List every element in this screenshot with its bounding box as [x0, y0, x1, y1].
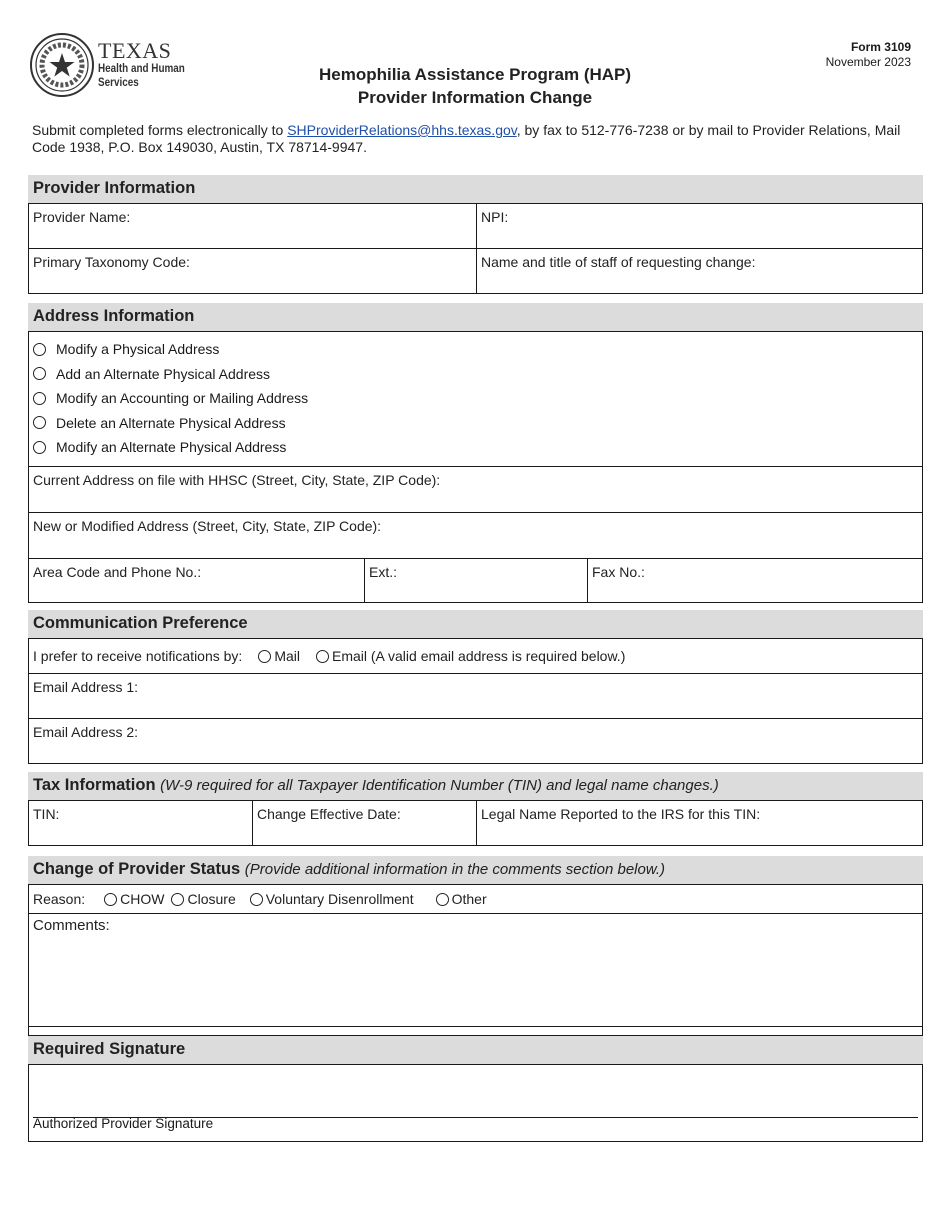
form-date: November 2023	[825, 55, 911, 69]
option-label: Email (A valid email address is required below.)	[332, 648, 626, 664]
field-label: Email Address 2:	[33, 724, 139, 740]
section-heading: Required Signature	[28, 1036, 923, 1064]
field-label: Fax No.:	[592, 564, 645, 580]
current-address-field[interactable]	[29, 467, 922, 512]
notification-preference	[29, 643, 922, 669]
heading-title: Change of Provider Status	[33, 860, 241, 878]
address-options	[29, 332, 922, 466]
field-label: Name and title of staff of requesting change:	[481, 254, 756, 270]
reason-label: Reason:	[33, 891, 86, 907]
option-label: Mail	[274, 648, 300, 664]
option-modify-physical[interactable]	[29, 337, 922, 362]
voluntary-disenrollment-option[interactable]	[250, 891, 414, 907]
provider-fields	[28, 203, 923, 294]
option-label: CHOW	[120, 891, 165, 907]
radio-button[interactable]	[258, 650, 271, 663]
section-heading: Communication Preference	[28, 610, 923, 638]
legal-name-field[interactable]	[476, 801, 922, 845]
radio-button[interactable]	[33, 416, 46, 429]
radio-button[interactable]	[33, 392, 46, 405]
field-label: New or Modified Address (Street, City, State, ZIP Code):	[33, 518, 382, 534]
effective-date-field[interactable]	[252, 801, 476, 845]
field-label: Email Address 1:	[33, 679, 139, 695]
field-label: Ext.:	[369, 564, 398, 580]
option-label: Closure	[187, 891, 236, 907]
option-label: Delete an Alternate Physical Address	[56, 414, 286, 431]
communication-preference-section	[28, 610, 923, 764]
signature-label: Authorized Provider Signature	[33, 1116, 214, 1131]
field-label: Provider Name:	[33, 209, 131, 225]
option-modify-mailing[interactable]	[29, 386, 922, 411]
radio-button[interactable]	[436, 893, 449, 906]
email-link[interactable]: SHProviderRelations@hhs.texas.gov	[287, 122, 517, 138]
staff-name-field[interactable]	[476, 249, 922, 293]
email-option[interactable]	[316, 648, 625, 664]
provider-information-section	[28, 175, 923, 294]
section-heading	[28, 772, 923, 800]
email-address-1-field[interactable]	[29, 674, 922, 718]
signature-section	[28, 1036, 923, 1142]
option-label: Voluntary Disenrollment	[265, 891, 414, 907]
npi-field[interactable]	[476, 204, 922, 248]
radio-button[interactable]	[33, 441, 46, 454]
extension-field[interactable]	[364, 559, 587, 602]
tin-field[interactable]	[29, 801, 252, 845]
comments-field[interactable]	[29, 914, 922, 1026]
address-fields	[28, 331, 923, 603]
radio-button[interactable]	[104, 893, 117, 906]
section-heading: Address Information	[28, 303, 923, 331]
option-delete-alternate[interactable]	[29, 411, 922, 436]
logo-line1: Health and Human	[98, 63, 185, 75]
logo-texas: TEXAS	[98, 38, 172, 63]
heading-note: (W-9 required for all Taxpayer Identification Number (TIN) and legal name changes.)	[160, 777, 719, 794]
field-label: Primary Taxonomy Code:	[33, 254, 190, 270]
radio-button[interactable]	[250, 893, 263, 906]
mail-option[interactable]	[258, 648, 300, 664]
logo-line2: Services	[98, 77, 139, 89]
radio-button[interactable]	[171, 893, 184, 906]
tax-information-section	[28, 772, 923, 846]
provider-status-section	[28, 856, 923, 1036]
section-heading: Provider Information	[28, 175, 923, 203]
section-heading	[28, 856, 923, 884]
field-label: Comments:	[33, 917, 110, 934]
closure-option[interactable]	[171, 891, 235, 907]
heading-note: (Provide additional information in the comments section below.)	[244, 861, 666, 878]
email-address-2-field[interactable]	[29, 719, 922, 763]
address-information-section	[28, 303, 923, 603]
field-label: Area Code and Phone No.:	[33, 564, 202, 580]
form-title	[0, 63, 950, 109]
intro-text-before: Submit completed forms electronically to	[32, 122, 288, 138]
heading-title: Tax Information	[33, 776, 156, 794]
radio-button[interactable]	[316, 650, 329, 663]
status-fields	[28, 884, 923, 1036]
field-label: Current Address on file with HHSC (Street, City, State, ZIP Code):	[33, 472, 441, 488]
tax-fields	[28, 800, 923, 846]
title-line-2: Provider Information Change	[357, 88, 593, 107]
fax-field[interactable]	[587, 559, 922, 602]
option-label: Add an Alternate Physical Address	[56, 365, 271, 382]
other-option[interactable]	[436, 891, 487, 907]
submission-instructions	[32, 122, 912, 156]
prefer-label: I prefer to receive notifications by:	[33, 648, 243, 664]
option-label: Modify an Accounting or Mailing Address	[56, 390, 309, 407]
option-label: Other	[451, 891, 487, 907]
form-number: Form 3109	[850, 40, 911, 54]
radio-button[interactable]	[33, 367, 46, 380]
provider-name-field[interactable]	[29, 204, 476, 248]
chow-option[interactable]	[104, 891, 164, 907]
option-modify-alternate[interactable]	[29, 435, 922, 460]
radio-button[interactable]	[33, 343, 46, 356]
intro-text-after: , by fax to 512-776-7238 or by mail to Provider Relations, Mail Code 1938, P.O. Box 149030, Austin, TX 78714-9947.	[32, 122, 901, 155]
field-label: Legal Name Reported to the IRS for this TIN:	[481, 806, 761, 822]
field-label: TIN:	[33, 806, 60, 822]
form-number-block	[826, 40, 911, 70]
option-add-alternate[interactable]	[29, 362, 922, 387]
reason-options	[29, 885, 922, 913]
phone-field[interactable]	[29, 559, 364, 602]
title-line-1: Hemophilia Assistance Program (HAP)	[318, 65, 632, 84]
communication-fields	[28, 638, 923, 764]
field-label: Change Effective Date:	[257, 806, 401, 822]
new-address-field[interactable]	[29, 513, 922, 558]
signature-box[interactable]	[28, 1064, 923, 1142]
option-label: Modify an Alternate Physical Address	[56, 439, 287, 456]
option-label: Modify a Physical Address	[56, 341, 220, 358]
taxonomy-code-field[interactable]	[29, 249, 476, 293]
field-label: NPI:	[481, 209, 509, 225]
